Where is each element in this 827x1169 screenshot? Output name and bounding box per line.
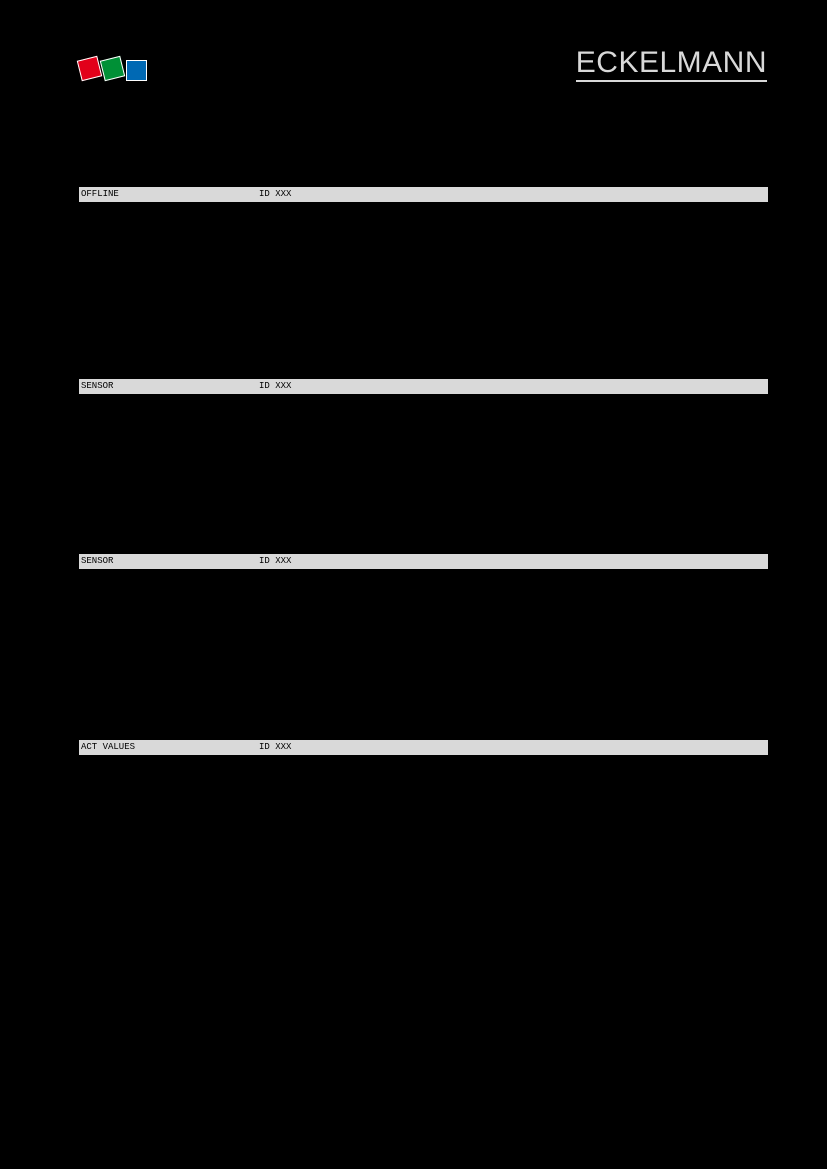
- section-id: ID XXX: [259, 556, 292, 566]
- logo-square-green: [100, 56, 125, 81]
- section-header-sensor-1: [79, 379, 768, 394]
- brand-wordmark: ECKELMANN: [576, 48, 767, 82]
- section-id: ID XXX: [259, 189, 292, 199]
- page-header: [0, 0, 827, 110]
- section-id: ID XXX: [259, 742, 292, 752]
- section-header-sensor-2: [79, 554, 768, 569]
- section-title: ACT VALUES: [81, 742, 136, 752]
- section-header-act-values: [79, 740, 768, 755]
- section-title: SENSOR: [81, 381, 114, 391]
- section-id: ID XXX: [259, 381, 292, 391]
- section-title: SENSOR: [81, 556, 114, 566]
- logo-square-red: [77, 56, 102, 81]
- section-title: OFFLINE: [81, 189, 119, 199]
- section-header-offline: [79, 187, 768, 202]
- logo-square-blue: [126, 60, 147, 81]
- eckelmann-logo-icon: [79, 54, 147, 82]
